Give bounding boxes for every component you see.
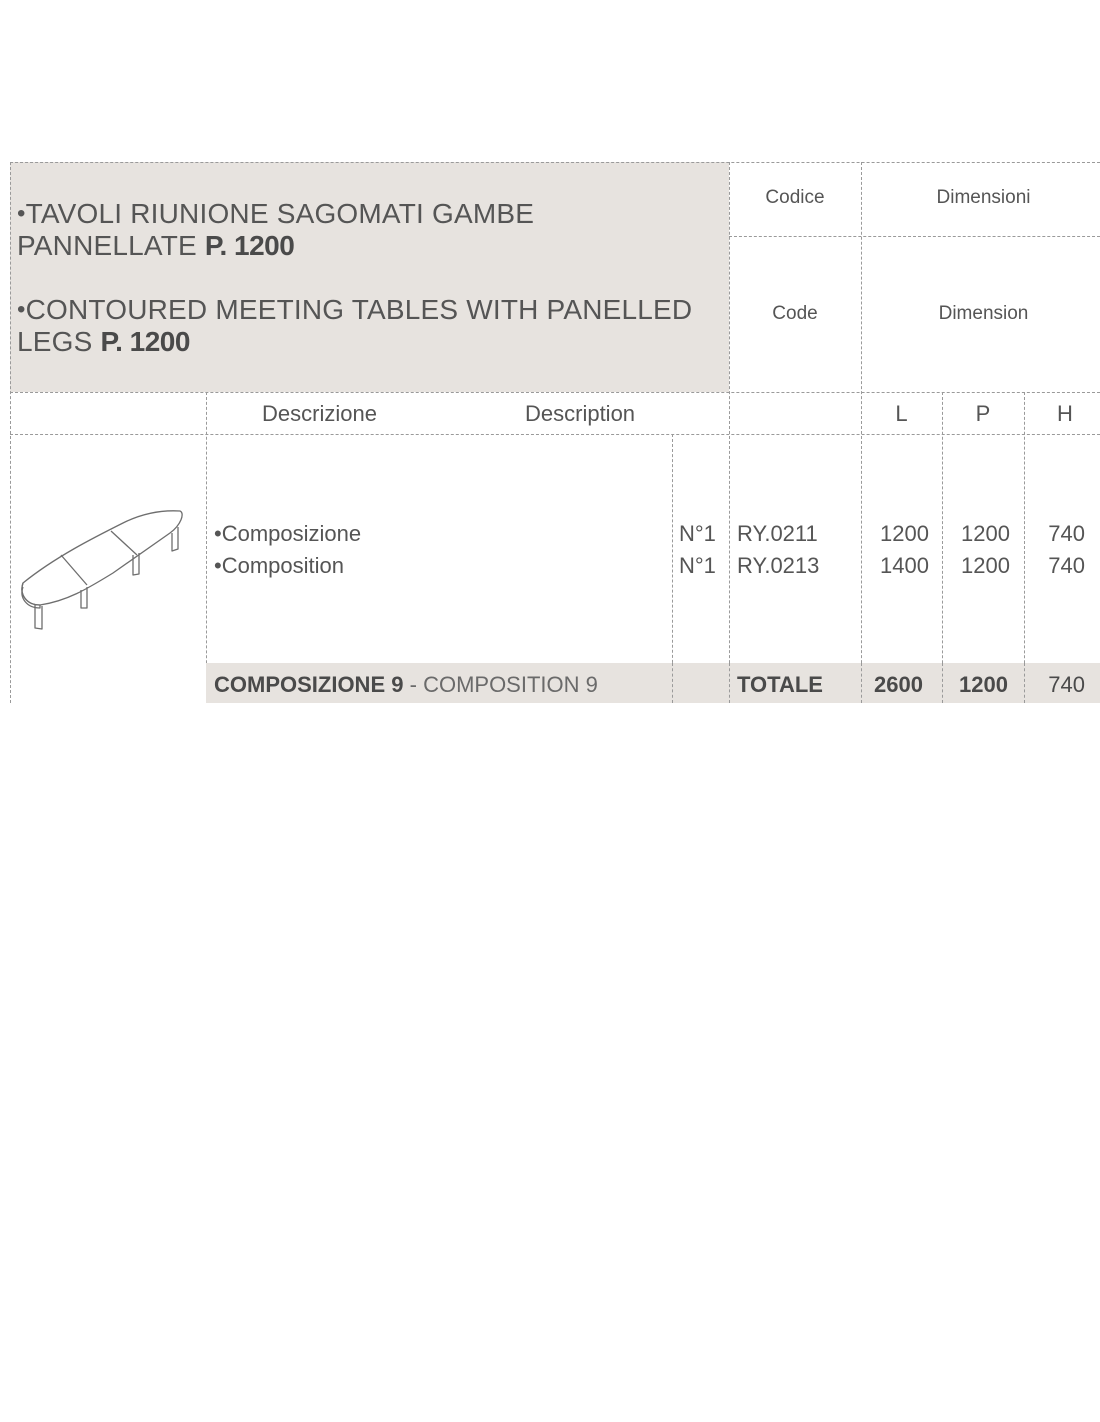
rule-image-col <box>206 392 207 703</box>
column-p: P <box>975 401 991 426</box>
row-2-code: RY.0213 <box>737 553 820 578</box>
total-l: 2600 <box>874 672 923 697</box>
rule-dim-col <box>861 162 862 703</box>
rule-total-code <box>729 663 730 703</box>
rule-h-col <box>1024 392 1025 703</box>
totale-label: TOTALE <box>737 672 823 697</box>
rule-header-bottom <box>10 392 1100 393</box>
column-descrizione: Descrizione <box>262 401 377 426</box>
row-1-qty: N°1 <box>679 521 716 546</box>
row-2-p: 1200 <box>961 553 1010 578</box>
composition-it: COMPOSIZIONE 9 <box>214 672 404 697</box>
column-description: Description <box>525 401 636 426</box>
title-block <box>17 198 717 390</box>
meeting-table-illustration <box>15 495 195 635</box>
rule-top <box>10 162 1100 163</box>
header-codice: Codice <box>765 187 825 208</box>
title-english: •CONTOURED MEETING TABLES WITH PANELLED LEGS P. 1200 <box>17 294 693 357</box>
header-dimension: Dimension <box>938 303 1029 324</box>
row-1-code: RY.0211 <box>737 521 818 546</box>
rule-left <box>10 162 11 703</box>
rule-header-mid <box>729 236 1100 237</box>
row-2-h: 740 <box>1048 553 1085 578</box>
row-2-label: •Composition <box>214 553 344 578</box>
total-h: 740 <box>1048 672 1085 697</box>
header-dimensioni: Dimensioni <box>936 187 1031 208</box>
rule-total-qty <box>672 663 673 703</box>
rule-columns-bottom <box>10 434 1100 435</box>
composition-separator: - <box>409 672 417 697</box>
rule-code-col <box>729 162 730 703</box>
row-1-h: 740 <box>1048 521 1085 546</box>
row-2-l: 1400 <box>880 553 929 578</box>
total-p: 1200 <box>959 672 1008 697</box>
row-1-l: 1200 <box>880 521 929 546</box>
row-2-qty: N°1 <box>679 553 716 578</box>
title-italian: •TAVOLI RIUNIONE SAGOMATI GAMBE PANNELLATE P. 1200 <box>17 198 535 261</box>
composition-name <box>214 672 598 698</box>
column-l: L <box>895 401 908 426</box>
column-h: H <box>1057 401 1073 426</box>
row-1-label: •Composizione <box>214 521 362 546</box>
rule-p-col <box>942 392 943 703</box>
header-code: Code <box>772 303 818 324</box>
row-1-p: 1200 <box>961 521 1010 546</box>
composition-en: COMPOSITION 9 <box>423 672 598 697</box>
